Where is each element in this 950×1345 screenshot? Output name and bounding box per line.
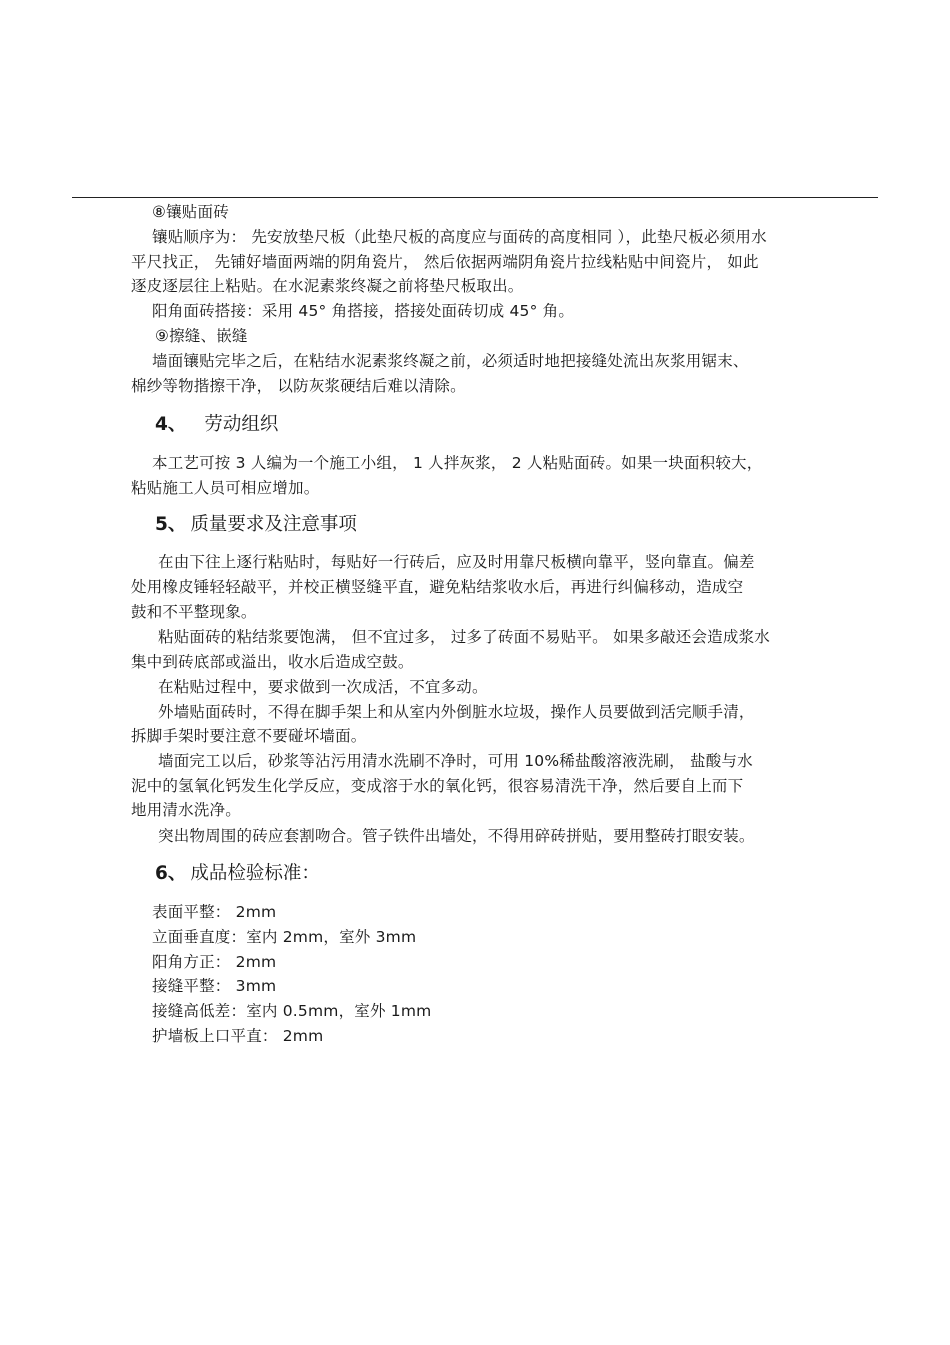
section-title: 质量要求及注意事项: [190, 514, 357, 535]
header-rule: [72, 197, 878, 198]
section-title: 成品检验标准：: [190, 863, 320, 884]
section-5-heading: [155, 513, 357, 537]
paragraph-line: 镶贴顺序为： 先安放垫尺板（此垫尺板的高度应与面砖的高度相同 ），此垫尺板必须用水: [152, 228, 767, 246]
paragraph-line: 粘贴面砖的粘结浆要饱满， 但不宜过多， 过多了砖面不易贴平。 如果多敲还会造成浆水: [158, 628, 770, 646]
paragraph-line: 棉纱等物揩擦干净， 以防灰浆硬结后难以清除。: [131, 377, 466, 395]
paragraph-line: 集中到砖底部或溢出，收水后造成空鼓。: [131, 653, 414, 671]
paragraph-line: 本工艺可按 3 人编为一个施工小组， 1 人拌灰浆， 2 人粘贴面砖。如果一块面积较大，: [152, 454, 763, 472]
subsection-9-title: ⑨擦缝、嵌缝: [155, 327, 248, 345]
section-4-heading: [155, 413, 278, 437]
standard-item: 护墙板上口平直： 2mm: [152, 1027, 324, 1045]
section-6-heading: [155, 862, 320, 886]
standard-item: 阳角方正： 2mm: [152, 953, 277, 971]
section-title: 劳动组织: [204, 414, 279, 435]
paragraph-line: 突出物周围的砖应套割吻合。管子铁件出墙处，不得用碎砖拼贴，要用整砖打眼安装。: [158, 827, 755, 845]
section-number: 4、: [155, 414, 187, 435]
paragraph-line: 地用清水洗净。: [131, 801, 241, 819]
subsection-8-title: ⑧镶贴面砖: [152, 203, 229, 221]
paragraph-line: 在粘贴过程中，要求做到一次成活，不宜多动。: [158, 678, 488, 696]
paragraph-line: 处用橡皮锤轻轻敲平，并校正横竖缝平直，避免粘结浆收水后，再进行纠偏移动，造成空: [131, 578, 744, 596]
paragraph-line: 阳角面砖搭接：采用 45° 角搭接，搭接处面砖切成 45° 角。: [152, 302, 575, 320]
standard-item: 表面平整： 2mm: [152, 903, 277, 921]
paragraph-line: 泥中的氢氧化钙发生化学反应，变成溶于水的氧化钙，很容易清洗干净，然后要自上而下: [131, 777, 744, 795]
paragraph-line: 粘贴施工人员可相应增加。: [131, 479, 320, 497]
paragraph-line: 墙面完工以后，砂浆等沾污用清水洗刷不净时，可用 10%稀盐酸溶液洗刷， 盐酸与水: [158, 752, 753, 770]
paragraph-line: 外墙贴面砖时，不得在脚手架上和从室内外倒脏水垃圾，操作人员要做到活完顺手清，: [158, 703, 755, 721]
section-number: 6、: [155, 863, 187, 884]
paragraph-line: 平尺找正， 先铺好墙面两端的阴角瓷片， 然后依据两端阴角瓷片拉线粘贴中间瓷片， 如此: [131, 253, 759, 271]
standard-item: 接缝平整： 3mm: [152, 977, 277, 995]
paragraph-line: 在由下往上逐行粘贴时，每贴好一行砖后，应及时用靠尺板横向靠平，竖向靠直。偏差: [158, 553, 755, 571]
paragraph-line: 鼓和不平整现象。: [131, 603, 257, 621]
paragraph-line: 逐皮逐层往上粘贴。在水泥素浆终凝之前将垫尺板取出。: [131, 277, 524, 295]
paragraph-line: 墙面镶贴完毕之后，在粘结水泥素浆终凝之前，必须适时地把接缝处流出灰浆用锯末、: [152, 352, 749, 370]
standard-item: 立面垂直度：室内 2mm，室外 3mm: [152, 928, 417, 946]
paragraph-line: 拆脚手架时要注意不要碰坏墙面。: [131, 727, 367, 745]
section-number: 5、: [155, 514, 187, 535]
standard-item: 接缝高低差：室内 0.5mm，室外 1mm: [152, 1002, 432, 1020]
